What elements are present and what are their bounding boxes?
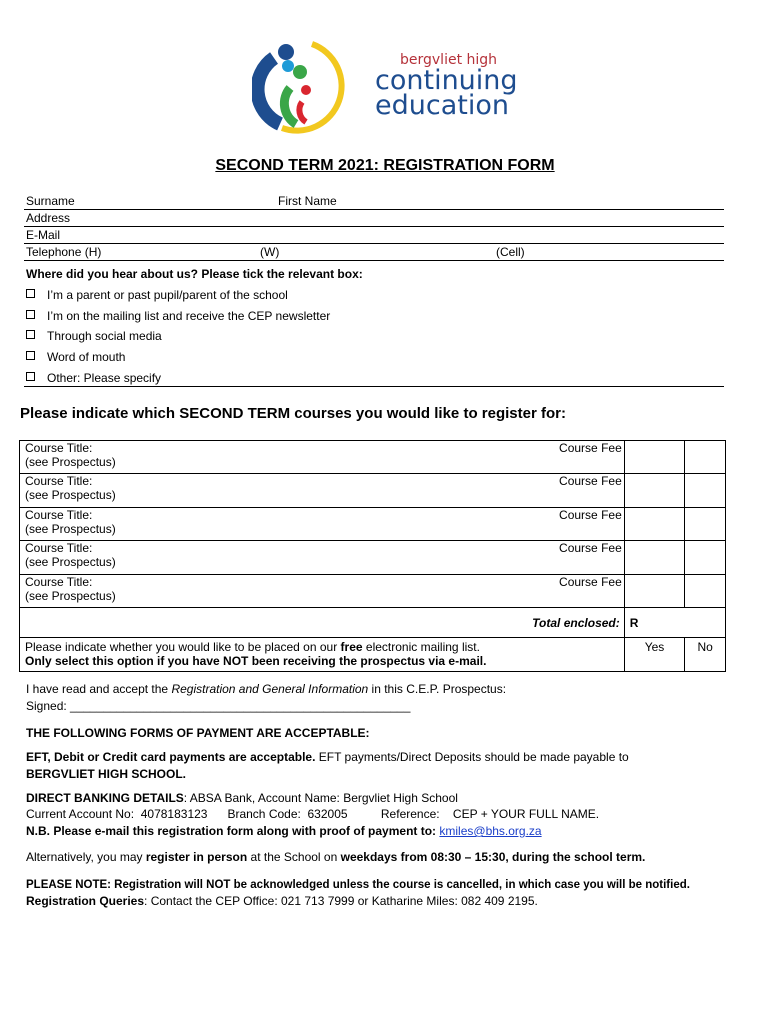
course-fee-spacer bbox=[685, 474, 726, 508]
checkbox[interactable] bbox=[26, 351, 35, 360]
alternative-line bbox=[26, 849, 645, 866]
signed-line[interactable]: Signed: ___________________________________________________ bbox=[26, 699, 411, 713]
course-row bbox=[20, 441, 726, 474]
eft-paragraph bbox=[26, 749, 720, 766]
email-row[interactable] bbox=[24, 227, 724, 244]
course-row bbox=[20, 474, 726, 508]
accept-italic: Registration and General Information bbox=[171, 682, 369, 696]
queries-line bbox=[26, 893, 538, 910]
mailing-text-2: electronic mailing list. bbox=[362, 640, 480, 654]
account-line: Current Account No: 4078183123 Branch Code: 632005 Reference: CEP + YOUR FULL NAME. bbox=[26, 807, 600, 821]
accept-text-2: in this C.E.P. Prospectus: bbox=[368, 682, 507, 696]
mailing-row bbox=[20, 638, 726, 672]
mailing-text-1: Please indicate whether you would like to be placed on our bbox=[25, 640, 341, 654]
hear-question: Where did you hear about us? Please tick the relevant box: bbox=[26, 267, 363, 281]
payment-heading: THE FOLLOWING FORMS OF PAYMENT ARE ACCEPTABLE: bbox=[26, 726, 370, 740]
address-row[interactable] bbox=[24, 210, 724, 227]
course-fee-input[interactable] bbox=[624, 541, 684, 575]
work-label: (W) bbox=[260, 245, 280, 259]
hear-option[interactable] bbox=[26, 371, 161, 385]
eft-bold: EFT, Debit or Credit card payments are acceptable. bbox=[26, 750, 316, 764]
total-row bbox=[20, 608, 726, 638]
course-fee-label: Course Fee bbox=[542, 474, 624, 508]
logo-line-1: continuing bbox=[375, 65, 518, 96]
hear-option[interactable] bbox=[26, 350, 125, 364]
nb-bold: N.B. Please e-mail this registration form along with proof of payment to: bbox=[26, 824, 437, 838]
course-fee-label: Course Fee bbox=[542, 508, 624, 541]
course-fee-input[interactable] bbox=[624, 508, 684, 541]
course-fee-spacer bbox=[685, 575, 726, 608]
course-sub-label: (see Prospectus) bbox=[25, 589, 116, 603]
course-title-cell[interactable] bbox=[20, 575, 543, 608]
mailing-text bbox=[25, 640, 619, 654]
total-currency[interactable]: R bbox=[624, 608, 725, 638]
mailing-bold-text: Only select this option if you have NOT been receiving the prospectus via e-mail. bbox=[25, 654, 487, 668]
course-sub-label: (see Prospectus) bbox=[25, 522, 116, 536]
mailing-cell bbox=[20, 638, 625, 672]
logo-top-text: bergvliet high bbox=[400, 52, 498, 68]
eft-text: EFT payments/Direct Deposits should be made payable to bbox=[315, 750, 629, 764]
please-note: PLEASE NOTE: Registration will NOT be acknowledged unless the course is cancelled, in which case you will be notified. bbox=[26, 879, 690, 891]
form-title-text: SECOND TERM 2021: REGISTRATION FORM bbox=[215, 157, 555, 174]
accept-text-1: I have read and accept the bbox=[26, 682, 172, 696]
hear-option[interactable] bbox=[26, 309, 330, 323]
form-title bbox=[0, 157, 770, 175]
mailing-no-option[interactable]: No bbox=[685, 638, 726, 672]
course-title-cell[interactable] bbox=[20, 441, 543, 474]
courses-table bbox=[19, 440, 726, 672]
course-fee-input[interactable] bbox=[624, 575, 684, 608]
course-fee-label: Course Fee bbox=[542, 441, 624, 474]
course-fee-spacer bbox=[685, 541, 726, 575]
course-title-cell[interactable] bbox=[20, 541, 543, 575]
course-fee-label: Course Fee bbox=[542, 575, 624, 608]
course-title-label: Course Title: bbox=[25, 541, 93, 555]
course-sub-label: (see Prospectus) bbox=[25, 455, 116, 469]
divider bbox=[24, 386, 724, 387]
email-link[interactable]: kmiles@bhs.org.za bbox=[439, 824, 542, 838]
alt-bold-2: weekdays from 08:30 – 15:30, during the school term. bbox=[340, 850, 646, 864]
telephone-row[interactable] bbox=[24, 244, 724, 261]
alt-text-1: Alternatively, you may bbox=[26, 850, 146, 864]
course-fee-label: Course Fee bbox=[542, 541, 624, 575]
alt-bold-1: register in person bbox=[145, 850, 248, 864]
course-sub-label: (see Prospectus) bbox=[25, 488, 116, 502]
course-row bbox=[20, 575, 726, 608]
checkbox[interactable] bbox=[26, 372, 35, 381]
course-row bbox=[20, 508, 726, 541]
surname-row[interactable] bbox=[24, 193, 724, 210]
hear-option-label: I’m on the mailing list and receive the CEP newsletter bbox=[47, 309, 331, 323]
checkbox[interactable] bbox=[26, 310, 35, 319]
hear-option[interactable] bbox=[26, 329, 162, 343]
accept-terms bbox=[26, 681, 506, 715]
hear-option-label: Other: Please specify bbox=[47, 371, 162, 385]
checkbox[interactable] bbox=[26, 289, 35, 298]
course-title-label: Course Title: bbox=[25, 575, 93, 589]
telephone-label: Telephone (H) bbox=[26, 245, 102, 259]
first-name-label: First Name bbox=[278, 194, 337, 208]
course-sub-label: (see Prospectus) bbox=[25, 555, 116, 569]
hear-option-label: Word of mouth bbox=[47, 350, 126, 364]
address-label: Address bbox=[26, 211, 71, 225]
course-title-label: Course Title: bbox=[25, 441, 93, 455]
checkbox[interactable] bbox=[26, 330, 35, 339]
courses-heading: Please indicate which SECOND TERM courses you would like to register for: bbox=[20, 405, 566, 422]
queries-text: : Contact the CEP Office: 021 713 7999 or Katharine Miles: 082 409 2195. bbox=[144, 894, 538, 908]
accept-line bbox=[26, 681, 506, 698]
hear-option-label: I’m a parent or past pupil/parent of the school bbox=[47, 288, 288, 302]
cell-label: (Cell) bbox=[496, 245, 525, 259]
course-title-cell[interactable] bbox=[20, 508, 543, 541]
eft-payee: BERGVLIET HIGH SCHOOL. bbox=[26, 767, 187, 781]
hear-option-label: Through social media bbox=[47, 329, 162, 343]
banking-text: : ABSA Bank, Account Name: Bergvliet High School bbox=[183, 791, 458, 805]
banking-details bbox=[26, 790, 458, 807]
course-fee-input[interactable] bbox=[624, 474, 684, 508]
mailing-yes-option[interactable]: Yes bbox=[624, 638, 684, 672]
hear-option[interactable] bbox=[26, 288, 288, 302]
course-fee-input[interactable] bbox=[624, 441, 684, 474]
course-fee-spacer bbox=[685, 441, 726, 474]
course-row bbox=[20, 541, 726, 575]
queries-bold: Registration Queries bbox=[26, 894, 145, 908]
course-fee-spacer bbox=[685, 508, 726, 541]
course-title-label: Course Title: bbox=[25, 474, 93, 488]
mailing-free: free bbox=[340, 640, 363, 654]
email-label: E-Mail bbox=[26, 228, 61, 242]
logo-mark-icon bbox=[252, 38, 362, 138]
banking-label: DIRECT BANKING DETAILS bbox=[26, 791, 184, 805]
logo-main-text bbox=[375, 65, 518, 121]
nb-line bbox=[26, 823, 542, 840]
alt-text-2: at the School on bbox=[247, 850, 341, 864]
course-title-cell[interactable] bbox=[20, 474, 543, 508]
total-label: Total enclosed: bbox=[20, 608, 625, 638]
surname-label: Surname bbox=[26, 194, 75, 208]
logo-line-2: education bbox=[375, 90, 509, 121]
course-title-label: Course Title: bbox=[25, 508, 93, 522]
